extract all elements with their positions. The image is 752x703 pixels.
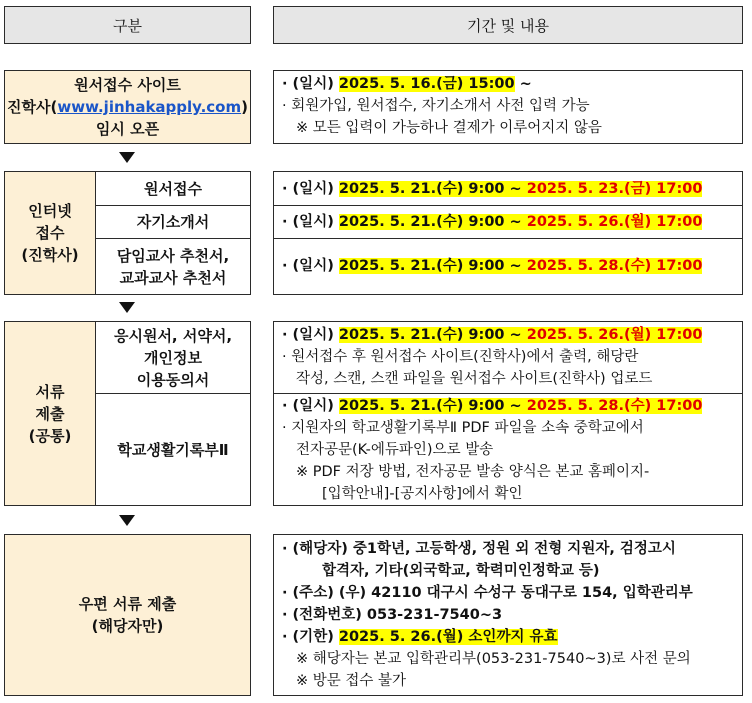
sec1-label-box (4, 70, 251, 144)
sec3-group-label: 서류 제출 (공통) (5, 322, 95, 505)
sec3-b-line5: [입학안내]-[공지사항]에서 확인 (322, 486, 523, 502)
sec3-a-period: · (일시) 2025. 5. 21.(수) 9:00 ~ 2025. 5. 26.(월) 17:00 (282, 327, 703, 343)
sec3-content-box (273, 321, 743, 506)
sec4-label-box (4, 534, 251, 696)
sec4-label-line2: (해당자만) (91, 617, 164, 635)
sec2-row1-label: 원서접수 (144, 179, 202, 198)
header-period-label: 기간 및 내용 (467, 16, 549, 35)
header-category (4, 6, 251, 44)
sec4-line2: 합격자, 기타(외국학교, 학력미인정학교 등) (322, 563, 600, 579)
sec4-content-box (273, 534, 743, 696)
sec4-line7: ※ 방문 접수 불가 (296, 673, 407, 689)
sec3-b-period: · (일시) 2025. 5. 21.(수) 9:00 ~ 2025. 5. 28.(수) 17:00 (282, 398, 703, 414)
flow-arrow-3 (119, 515, 135, 526)
sec3-b-line4: ※ PDF 저장 방법, 전자공문 발송 양식은 본교 홈페이지- (296, 464, 650, 480)
sec1-label-line2: 진학사(www.jinhakapply.com) (7, 98, 248, 116)
sec1-line2: · 회원가입, 원서접수, 자기소개서 사전 입력 가능 (282, 98, 590, 114)
sec3-label-box (4, 321, 251, 506)
sec4-line3: · (주소) (우) 42110 대구시 수성구 동대구로 154, 입학관리부 (282, 585, 693, 601)
sec2-row3-period: · (일시) 2025. 5. 21.(수) 9:00 ~ 2025. 5. 28.(수) 17:00 (282, 258, 703, 274)
sec3-row-a-label: 응시원서, 서약서, 개인정보 이용동의서 (113, 326, 233, 389)
sec2-row2-label: 자기소개서 (136, 213, 210, 231)
sec4-line5: · (기한) 2025. 5. 26.(월) 소인까지 유효 (282, 629, 558, 645)
flow-arrow-2 (119, 302, 135, 313)
site-url-link[interactable]: www.jinhakapply.com (57, 98, 242, 116)
sec3-a-line2: · 원서접수 후 원서접수 사이트(진학사)에서 출력, 해당란 (282, 349, 639, 365)
sec2-content-box (273, 171, 743, 295)
sec1-line1: · (일시) 2025. 5. 16.(금) 15:00 ~ (282, 76, 532, 92)
header-category-label: 구분 (113, 16, 142, 35)
sec1-line3: ※ 모든 입력이 가능하나 결제가 이루어지지 않음 (296, 120, 602, 136)
sec2-row2-period: · (일시) 2025. 5. 21.(수) 9:00 ~ 2025. 5. 26.(월) 17:00 (282, 214, 703, 230)
sec1-label-line3: 임시 오픈 (95, 120, 160, 138)
sec3-b-line2: · 지원자의 학교생활기록부Ⅱ PDF 파일을 소속 중학교에서 (282, 420, 644, 436)
sec1-label-line1: 원서접수 사이트 (74, 76, 181, 94)
sec4-line1: · (해당자) 중1학년, 고등학생, 정원 외 전형 지원자, 검정고시 (282, 541, 676, 557)
sec1-content-box (273, 70, 743, 144)
header-period-content (273, 6, 743, 44)
sec2-row1-period: · (일시) 2025. 5. 21.(수) 9:00 ~ 2025. 5. 23.(금) 17:00 (282, 181, 703, 197)
sec4-line4: · (전화번호) 053-231-7540~3 (282, 607, 503, 623)
sec4-line6: ※ 해당자는 본교 입학관리부(053-231-7540~3)로 사전 문의 (296, 651, 691, 667)
flow-arrow-1 (119, 152, 135, 163)
sec3-row-b-label: 학교생활기록부Ⅱ (117, 440, 229, 459)
sec3-b-line3: 전자공문(K-에듀파인)으로 발송 (296, 442, 494, 458)
sec3-a-line3: 작성, 스캔, 스캔 파일을 원서접수 사이트(진학사) 업로드 (296, 371, 653, 387)
sec2-label-box (4, 171, 251, 295)
sec4-label-line1: 우편 서류 제출 (78, 595, 177, 613)
sec2-group-label: 인터넷 접수 (진학사) (5, 172, 95, 294)
sec2-row3-label: 담임교사 추천서, 교과교사 추천서 (116, 246, 230, 287)
